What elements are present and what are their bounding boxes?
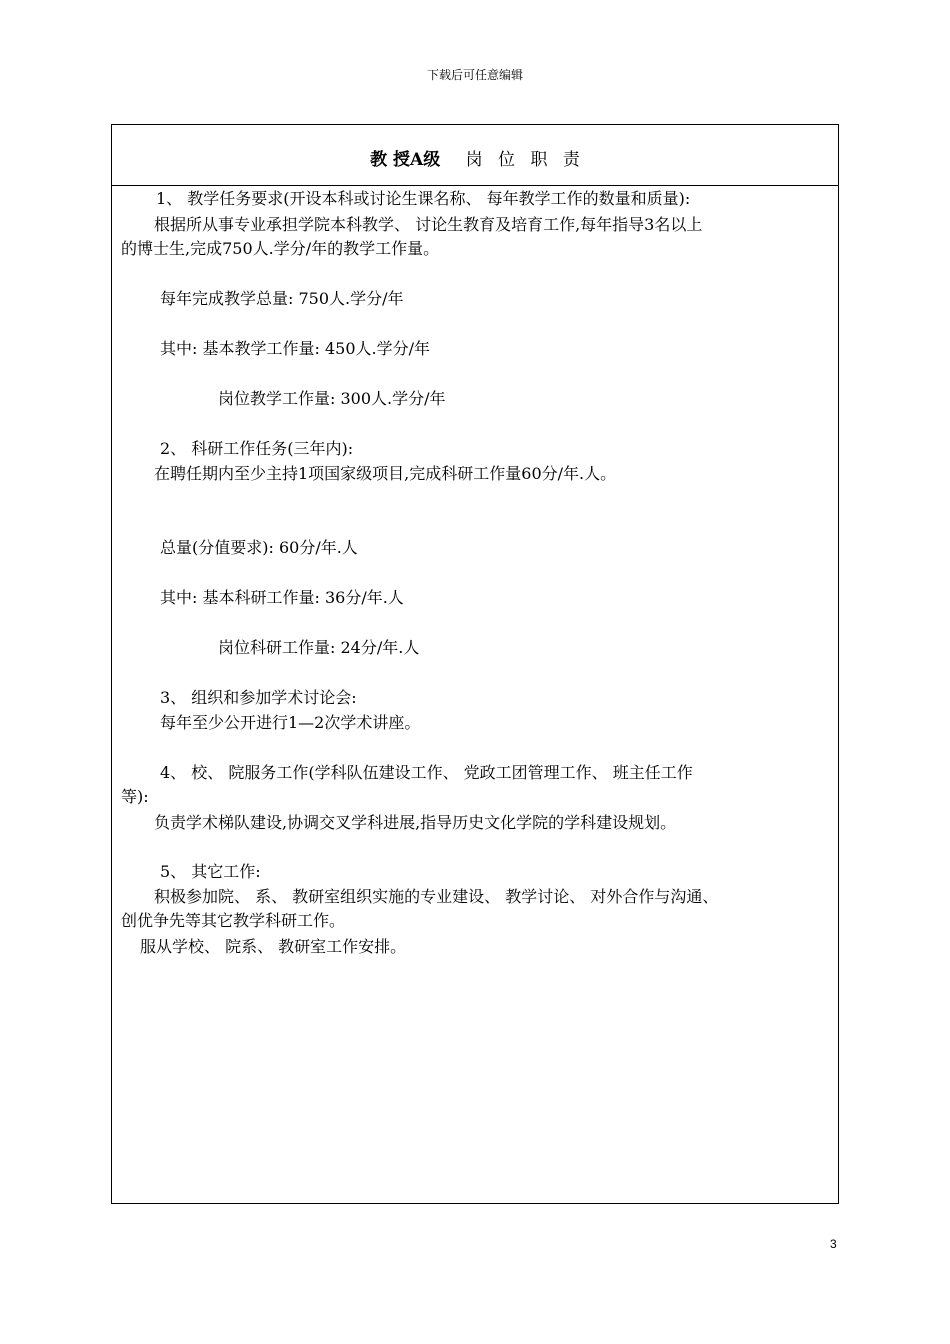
section-5-text: 积极参加院、 系、 教研室组织实施的专业建设、 教学讨论、 对外合作与沟通、 (154, 887, 719, 906)
section-3-heading: 3、 组织和参加学术讨论会: (160, 688, 357, 707)
research-total: 总量(分值要求): 60分/年.人 (160, 538, 358, 557)
title-char-1: 岗 (465, 150, 483, 170)
teaching-basic: 其中: 基本教学工作量: 450人.学分/年 (160, 339, 430, 358)
page-title (112, 145, 838, 170)
section-5-text-cont: 创优争先等其它教学科研工作。 (121, 911, 346, 930)
header-note: 下载后可任意编辑 (426, 68, 523, 82)
duty-table (111, 124, 839, 1204)
section-2-heading: 2、 科研工作任务(三年内): (160, 439, 354, 458)
section-3-text: 每年至少公开进行1—2次学术讲座。 (160, 713, 421, 732)
title-rank: 教 授A级 (370, 150, 441, 170)
research-basic: 其中: 基本科研工作量: 36分/年.人 (160, 588, 404, 607)
teaching-total: 每年完成教学总量: 750人.学分/年 (160, 289, 404, 308)
title-row (112, 125, 838, 186)
section-2-text: 在聘任期内至少主持1项国家级项目,完成科研工作量60分/年.人。 (154, 464, 617, 483)
title-char-4: 责 (562, 150, 580, 170)
section-4-text: 负责学术梯队建设,协调交叉学科进展,指导历史文化学院的学科建设规划。 (154, 813, 677, 832)
section-1-text-cont: 的博士生,完成750人.学分/年的教学工作量。 (121, 239, 440, 258)
section-4-heading-cont: 等): (121, 787, 149, 806)
section-4-heading: 4、 校、 院服务工作(学科队伍建设工作、 党政工团管理工作、 班主任工作 (160, 763, 693, 782)
teaching-post: 岗位教学工作量: 300人.学分/年 (218, 389, 446, 408)
page-number: 3 (830, 1237, 837, 1251)
title-char-2: 位 (498, 150, 516, 170)
section-1-heading: 1、 教学任务要求(开设本科或讨论生课名称、 每年教学工作的数量和质量): (156, 189, 691, 208)
section-5-heading: 5、 其它工作: (160, 862, 261, 881)
section-5-text-2: 服从学校、 院系、 教研室工作安排。 (140, 937, 407, 956)
title-char-3: 职 (530, 150, 548, 170)
section-1-text: 根据所从事专业承担学院本科教学、 讨论生教育及培育工作,每年指导3名以上 (154, 215, 703, 234)
research-post: 岗位科研工作量: 24分/年.人 (218, 638, 420, 657)
